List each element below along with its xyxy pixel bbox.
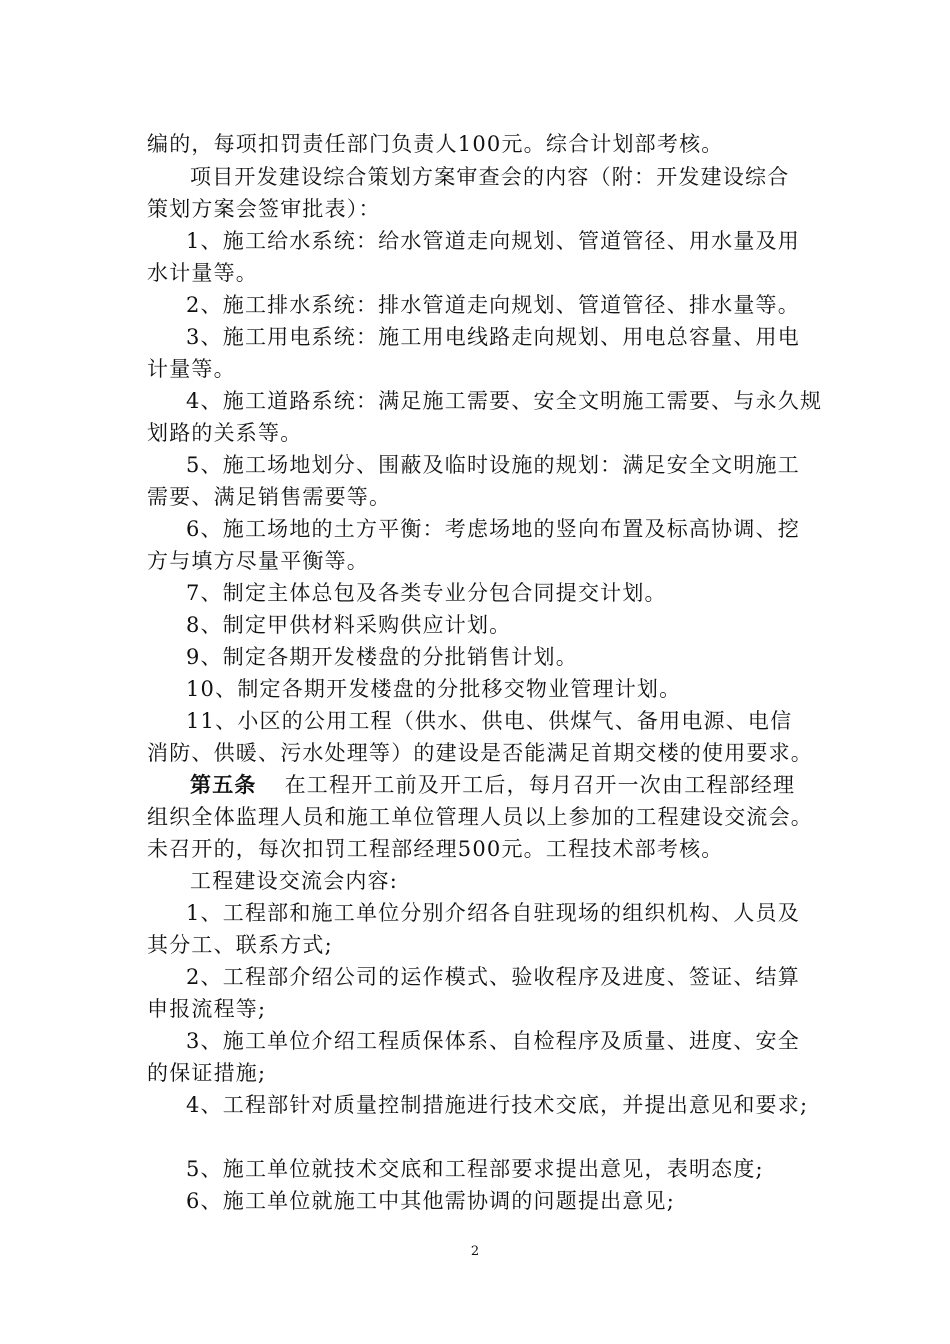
text-line: 7、制定主体总包及各类专业分包合同提交计划。 [186, 581, 667, 605]
text-line: 方与填方尽量平衡等。 [147, 549, 369, 573]
text-line: 6、施工单位就施工中其他需协调的问题提出意见; [186, 1189, 676, 1213]
text-line: 1、施工给水系统：给水管道走向规划、管道管径、用水量及用 [186, 229, 800, 253]
article-text: 在工程开工前及开工后，每月召开一次由工程部经理 [284, 773, 796, 797]
text-line: 4、工程部针对质量控制措施进行技术交底，并提出意见和要求; [186, 1093, 809, 1117]
text-line: 9、制定各期开发楼盘的分批销售计划。 [186, 645, 578, 669]
text-line: 4、施工道路系统：满足施工需要、安全文明施工需要、与永久规 [186, 389, 823, 413]
text-line: 10、制定各期开发楼盘的分批移交物业管理计划。 [186, 677, 682, 701]
text-line: 工程建设交流会内容: [190, 869, 399, 893]
text-line: 需要、满足销售需要等。 [147, 485, 392, 509]
text-line: 组织全体监理人员和施工单位管理人员以上参加的工程建设交流会。 [147, 805, 813, 829]
text-line: 11、小区的公用工程（供水、供电、供煤气、备用电源、电信 [186, 709, 793, 733]
text-line: 消防、供暖、污水处理等）的建设是否能满足首期交楼的使用要求。 [147, 741, 813, 765]
text-line: 2、工程部介绍公司的运作模式、验收程序及进度、签证、结算 [186, 965, 800, 989]
text-line: 划路的关系等。 [147, 421, 303, 445]
text-line: 6、施工场地的土方平衡：考虑场地的竖向布置及标高协调、挖 [186, 517, 800, 541]
text-line: 编的，每项扣罚责任部门负责人100元。综合计划部考核。 [147, 132, 724, 156]
text-line: 3、施工用电系统：施工用电线路走向规划、用电总容量、用电 [186, 325, 800, 349]
text-line: 8、制定甲供材料采购供应计划。 [186, 613, 512, 637]
article-title: 第五条 [190, 772, 257, 797]
text-line: 3、施工单位介绍工程质保体系、自检程序及质量、进度、安全 [186, 1029, 800, 1053]
article-5-line [0, 769, 950, 801]
text-line: 项目开发建设综合策划方案审查会的内容（附：开发建设综合 [190, 165, 790, 189]
text-line: 1、工程部和施工单位分别介绍各自驻现场的组织机构、人员及 [186, 901, 800, 925]
text-line: 策划方案会签审批表）： [147, 197, 381, 221]
text-line: 5、施工场地划分、围蔽及临时设施的规划：满足安全文明施工 [186, 453, 800, 477]
text-line: 5、施工单位就技术交底和工程部要求提出意见，表明态度; [186, 1157, 764, 1181]
text-line: 其分工、联系方式; [147, 933, 333, 957]
text-line: 的保证措施; [147, 1061, 267, 1085]
page-number: 2 [470, 1244, 480, 1259]
text-line: 水计量等。 [147, 261, 258, 285]
text-line: 计量等。 [147, 357, 236, 381]
text-line: 2、施工排水系统：排水管道走向规划、管道管径、排水量等。 [186, 293, 800, 317]
text-line: 申报流程等; [147, 997, 267, 1021]
text-line: 未召开的，每次扣罚工程部经理500元。工程技术部考核。 [147, 837, 724, 861]
